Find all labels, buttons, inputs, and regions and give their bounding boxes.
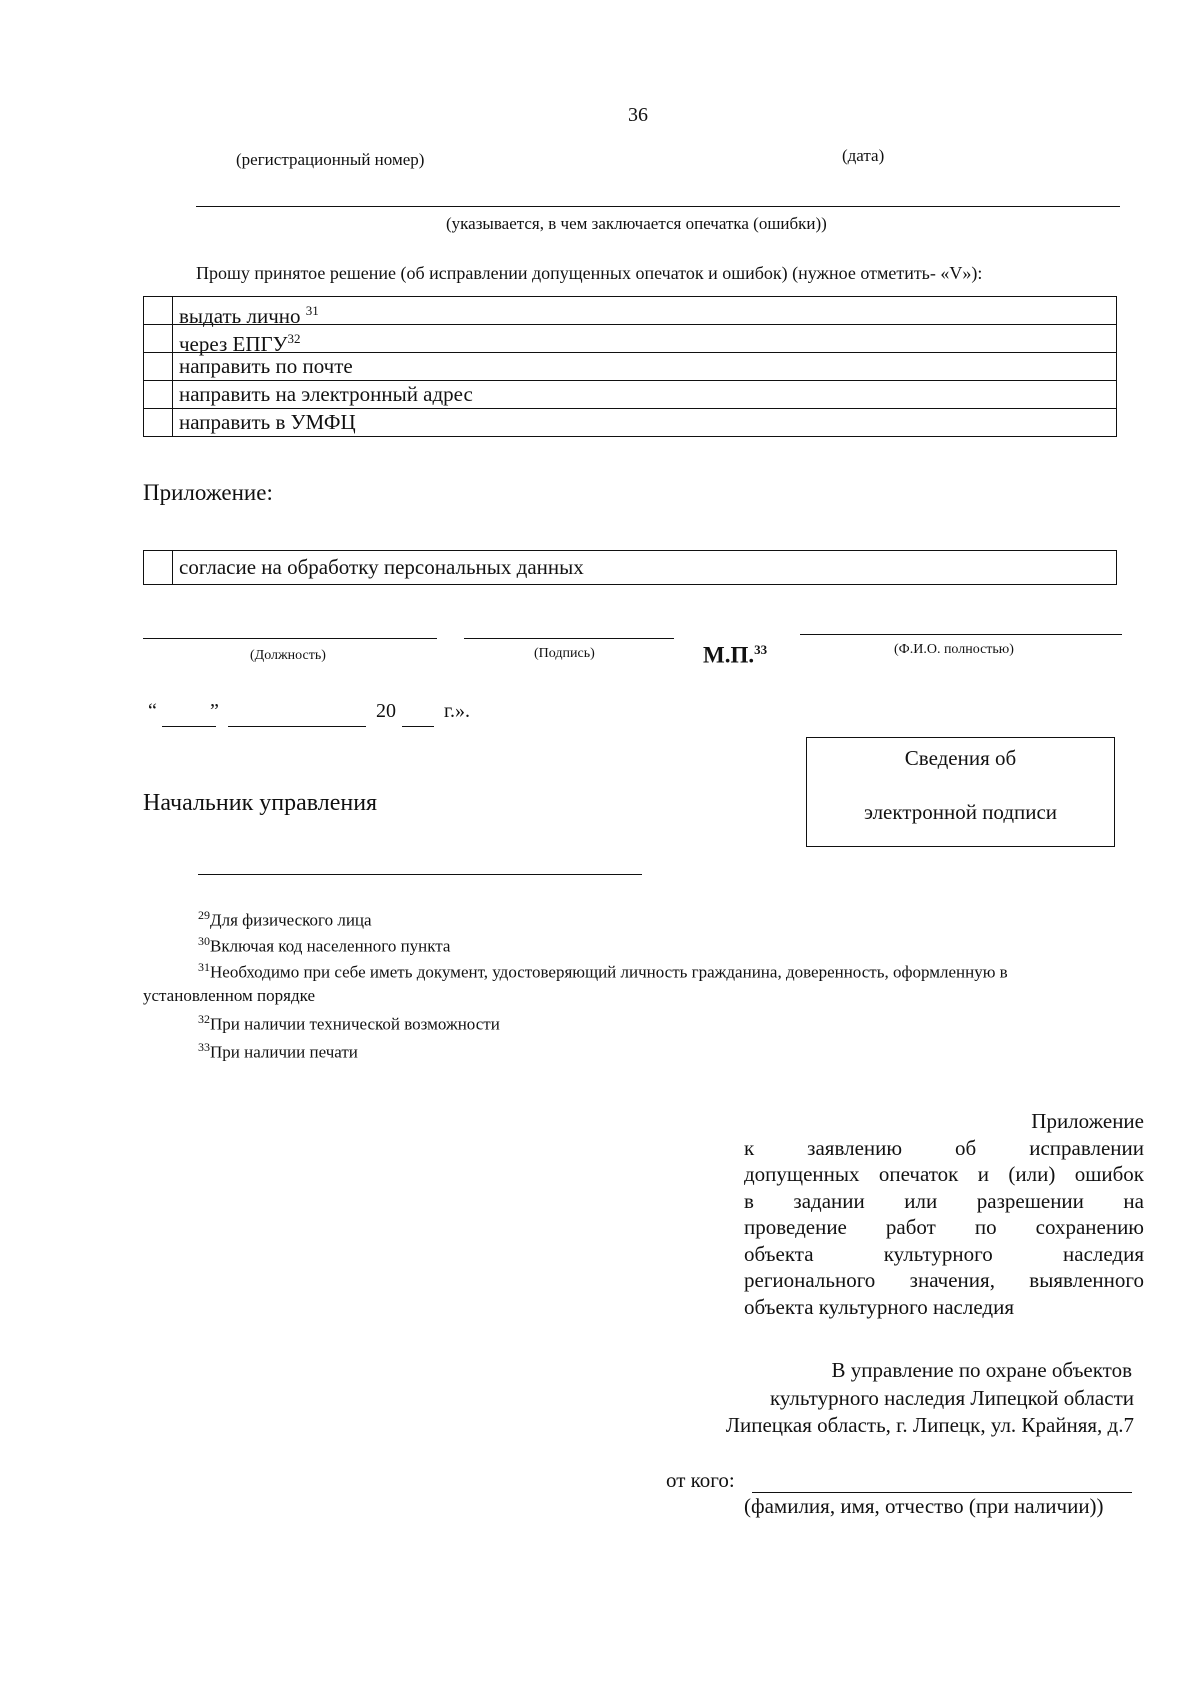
esign-line2: электронной подписи xyxy=(863,800,1058,824)
head-signature-line[interactable] xyxy=(198,874,642,875)
request-text: Прошу принятое решение (об исправлении допущенных опечаток и ошибок) (нужное отметить- «V»): xyxy=(196,263,983,283)
attachment-item-label: согласие на обработку персональных данных xyxy=(179,555,584,579)
date-close-quote: ” xyxy=(210,700,219,722)
option-row-email xyxy=(144,381,1116,409)
from-label: от кого: xyxy=(666,1468,735,1492)
option-row-personal xyxy=(144,297,1116,328)
from-hint: (фамилия, имя, отчество (при наличии)) xyxy=(744,1494,1104,1518)
signature-label: (Подпись) xyxy=(534,646,595,661)
appendix-title: Приложение xyxy=(1031,1109,1144,1133)
signature-date xyxy=(148,700,488,730)
date-year-line[interactable] xyxy=(402,726,434,727)
date-label: (дата) xyxy=(842,146,885,165)
footnote-31-continued: установленном порядке xyxy=(143,986,315,1005)
option-label-umfc: направить в УМФЦ xyxy=(179,410,356,434)
appendix-line: в задании или разрешении на xyxy=(744,1188,1144,1213)
option-row-umfc xyxy=(144,409,1116,436)
head-title: Начальник управления xyxy=(143,790,378,816)
error-label: (указывается, в чем заключается опечатка (ошибки)) xyxy=(446,214,827,233)
appendix-line: объекта культурного наследия xyxy=(744,1241,1144,1266)
option-checkbox-umfc[interactable] xyxy=(144,409,173,436)
attachment-row xyxy=(143,550,1117,585)
date-month-line[interactable] xyxy=(228,726,366,727)
appendix-line: к заявлению об исправлении xyxy=(744,1135,1144,1160)
fio-line[interactable] xyxy=(800,634,1122,635)
delivery-options-table xyxy=(143,296,1117,437)
address-line1: В управление по охране объектов xyxy=(831,1358,1132,1382)
date-year-prefix: 20 xyxy=(376,700,396,722)
fio-label: (Ф.И.О. полностью) xyxy=(894,642,1014,657)
appendix-block xyxy=(744,1108,1144,1320)
attachment-title: Приложение: xyxy=(143,480,273,505)
option-checkbox-personal[interactable] xyxy=(144,297,173,324)
option-checkbox-mail[interactable] xyxy=(144,353,173,380)
appendix-line: допущенных опечаток и (или) ошибок xyxy=(744,1162,1144,1186)
position-line[interactable] xyxy=(143,638,437,639)
option-label-epgu: через ЕПГУ$^{32}$ xyxy=(179,331,301,356)
option-row-epgu xyxy=(144,325,1116,356)
page-number: 36 xyxy=(628,104,648,126)
position-label: (Должность) xyxy=(250,648,326,663)
appendix-line: проведение работ по сохранению xyxy=(744,1215,1144,1239)
error-description-line[interactable] xyxy=(196,206,1120,207)
date-year-suffix: г.». xyxy=(444,700,470,722)
option-checkbox-epgu[interactable] xyxy=(144,325,173,352)
address-line2: культурного наследия Липецкой области xyxy=(769,1386,1134,1410)
option-label-email: направить на электронный адрес xyxy=(179,382,473,406)
date-open-quote: “ xyxy=(148,700,157,722)
from-line[interactable] xyxy=(752,1492,1132,1493)
address-line3: Липецкая область, г. Липецк, ул. Крайняя, д.7 xyxy=(725,1413,1134,1437)
stamp-label: М.П.$^{33}$ xyxy=(703,642,768,668)
esign-box xyxy=(806,737,1115,847)
footnote-33: $^{33}$При наличии печати xyxy=(198,1040,358,1062)
footnote-32: $^{32}$При наличии технической возможности xyxy=(198,1012,500,1034)
attachment-checkbox[interactable] xyxy=(144,551,173,584)
option-checkbox-email[interactable] xyxy=(144,381,173,408)
appendix-line: объекта культурного наследия xyxy=(744,1294,1014,1319)
esign-line1: Сведения об xyxy=(904,746,1017,770)
option-row-mail xyxy=(144,353,1116,381)
date-day-line[interactable] xyxy=(162,726,216,727)
appendix-line: регионального значения, выявленного xyxy=(744,1268,1144,1292)
footnote-30: $^{30}$Включая код населенного пункта xyxy=(198,934,451,956)
footnote-29: $^{29}$Для физического лица xyxy=(198,908,372,930)
option-label-mail: направить по почте xyxy=(179,354,353,378)
option-label-personal: выдать лично $^{31}$ xyxy=(179,303,319,328)
reg-number-label: (регистрационный номер) xyxy=(236,150,425,169)
signature-line[interactable] xyxy=(464,638,674,639)
footnote-31: $^{31}$Необходимо при себе иметь документ, удостоверяющий личность гражданина, доверенность, оформленную в xyxy=(198,960,1008,982)
